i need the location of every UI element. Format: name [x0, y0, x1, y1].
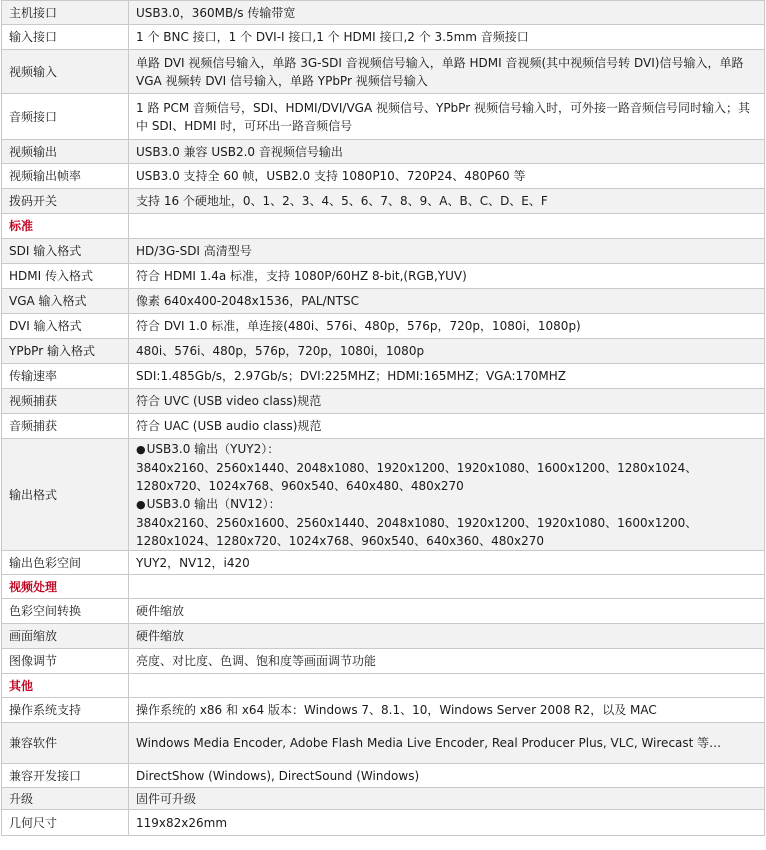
table-row [2, 698, 765, 723]
row-label: 画面缩放 [2, 624, 129, 649]
row-value: 操作系统的 x86 和 x64 版本：Windows 7、8.1、10，Windows Server 2008 R2，以及 MAC [129, 698, 765, 723]
table-row [2, 624, 765, 649]
row-label: 拨码开关 [2, 189, 129, 214]
table-row [2, 414, 765, 439]
row-value: USB3.0 支持全 60 帧，USB2.0 支持 1080P10、720P24、480P60 等 [129, 164, 765, 189]
row-value: DirectShow (Windows), DirectSound (Windows) [129, 764, 765, 788]
row-label: 音频接口 [2, 94, 129, 140]
row-label: 输出色彩空间 [2, 551, 129, 575]
section-heading: 标准 [2, 214, 129, 239]
row-label: 升级 [2, 788, 129, 810]
table-row [2, 810, 765, 836]
row-label: 几何尺寸 [2, 810, 129, 836]
row-label: 视频捕获 [2, 389, 129, 414]
table-row [2, 289, 765, 314]
row-value: 119x82x26mm [129, 810, 765, 836]
row-value: Windows Media Encoder, Adobe Flash Media Live Encoder, Real Producer Plus, VLC, Wirecast 等… [129, 723, 765, 764]
row-value: 硬件缩放 [129, 599, 765, 624]
table-row [2, 25, 765, 50]
row-value [129, 439, 765, 551]
row-label: SDI 输入格式 [2, 239, 129, 264]
row-value: 像素 640x400-2048x1536，PAL/NTSC [129, 289, 765, 314]
table-row [2, 764, 765, 788]
nv12-title: ● USB3.0 输出（NV12）： [136, 495, 758, 514]
row-label: HDMI 传入格式 [2, 264, 129, 289]
row-label: DVI 输入格式 [2, 314, 129, 339]
row-label: 传输速率 [2, 364, 129, 389]
row-label: 输出格式 [2, 439, 129, 551]
section-heading: 其他 [2, 674, 129, 698]
row-label: 图像调节 [2, 649, 129, 674]
row-value: USB3.0 兼容 USB2.0 音视频信号输出 [129, 140, 765, 164]
table-row [2, 1, 765, 25]
row-label: 色彩空间转换 [2, 599, 129, 624]
yuy2-resolutions: 3840x2160、2560x1440、2048x1080、1920x1200、1920x1080、1600x1200、1280x1024、1280x720、1024x768、960x540、640x480、480x270 [136, 460, 698, 493]
row-label: 视频输出帧率 [2, 164, 129, 189]
row-label: 兼容开发接口 [2, 764, 129, 788]
row-value: 1 路 PCM 音频信号，SDI、HDMI/DVI/VGA 视频信号、YPbPr 视频信号输入时，可外接一路音频信号同时输入；其中 SDI、HDMI 时，可环出一路音频信号 [129, 94, 765, 140]
table-row [2, 189, 765, 214]
row-value: 符合 DVI 1.0 标准，单连接(480i、576i、480p，576p，720p，1080i，1080p) [129, 314, 765, 339]
row-value: 亮度、对比度、色调、饱和度等画面调节功能 [129, 649, 765, 674]
row-value: SDI:1.485Gb/s，2.97Gb/s；DVI:225MHZ；HDMI:165MHZ；VGA:170MHZ [129, 364, 765, 389]
nv12-resolutions: 3840x2160、2560x1600、2560x1440、2048x1080、1920x1200、1920x1080、1600x1200、1280x1024、1280x720、1024x768、960x540、640x360、480x270 [136, 515, 698, 548]
table-row [2, 264, 765, 289]
section-row [2, 674, 765, 698]
section-heading: 视频处理 [2, 575, 129, 599]
row-value: 支持 16 个硬地址，0、1、2、3、4、5、6、7、8、9、A、B、C、D、E、F [129, 189, 765, 214]
section-row [2, 575, 765, 599]
row-label: 主机接口 [2, 1, 129, 25]
row-value: 固件可升级 [129, 788, 765, 810]
table-row [2, 551, 765, 575]
table-row [2, 723, 765, 764]
row-label: 视频输入 [2, 50, 129, 94]
row-value: 符合 HDMI 1.4a 标准，支持 1080P/60HZ 8-bit,(RGB,YUV) [129, 264, 765, 289]
table-row [2, 239, 765, 264]
table-row [2, 164, 765, 189]
spec-table [1, 0, 765, 836]
table-row [2, 649, 765, 674]
row-label: VGA 输入格式 [2, 289, 129, 314]
table-row [2, 389, 765, 414]
row-label: 兼容软件 [2, 723, 129, 764]
table-row [2, 314, 765, 339]
table-row [2, 339, 765, 364]
row-value: 1 个 BNC 接口，1 个 DVI-I 接口,1 个 HDMI 接口,2 个 3.5mm 音频接口 [129, 25, 765, 50]
row-label: 音频捕获 [2, 414, 129, 439]
table-row [2, 94, 765, 140]
row-value: 单路 DVI 视频信号输入，单路 3G-SDI 音视频信号输入，单路 HDMI 音视频(其中视频信号转 DVI)信号输入，单路 VGA 视频转 DVI 信号输入，单路 YPbPr 视频信号输入 [129, 50, 765, 94]
table-row [2, 50, 765, 94]
row-value: USB3.0，360MB/s 传输带宽 [129, 1, 765, 25]
row-value: 符合 UVC (USB video class)规范 [129, 389, 765, 414]
row-label: YPbPr 输入格式 [2, 339, 129, 364]
table-row [2, 599, 765, 624]
yuy2-title: ● USB3.0 输出（YUY2）： [136, 440, 758, 459]
table-row [2, 140, 765, 164]
table-row [2, 439, 765, 551]
row-value: HD/3G-SDI 高清型号 [129, 239, 765, 264]
row-label: 操作系统支持 [2, 698, 129, 723]
row-value: YUY2，NV12，i420 [129, 551, 765, 575]
table-row [2, 364, 765, 389]
row-value: 硬件缩放 [129, 624, 765, 649]
row-value: 符合 UAC (USB audio class)规范 [129, 414, 765, 439]
row-label: 输入接口 [2, 25, 129, 50]
table-row [2, 788, 765, 810]
row-label: 视频输出 [2, 140, 129, 164]
row-value: 480i、576i、480p，576p，720p，1080i，1080p [129, 339, 765, 364]
section-row [2, 214, 765, 239]
